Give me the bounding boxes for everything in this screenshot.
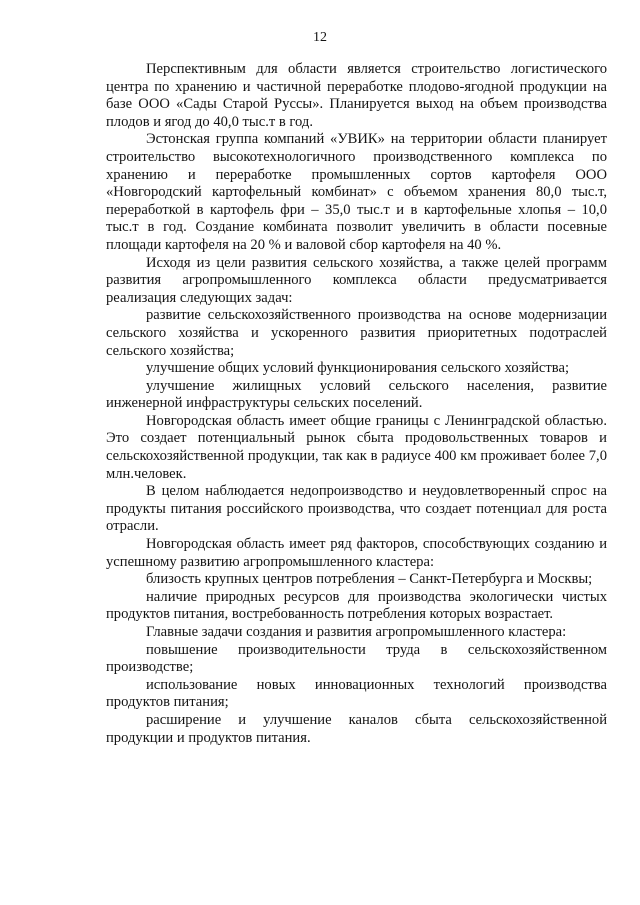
list-item-cluster-task-technologies: использование новых инновационных технологий производства продуктов питания; bbox=[106, 676, 607, 711]
page-number: 12 bbox=[313, 30, 327, 45]
paragraph-logistics-center: Перспективным для области является строительство логистического центра по хранению и частичной переработке плодово-ягодной продукции на базе ООО «Сады Старой Руссы». Планируется выход на объем производства плодов и ягод до 40,0 тыс.т в год. bbox=[106, 61, 607, 130]
list-item-factor-consumption-centers: близость крупных центров потребления – Санкт-Петербурга и Москвы; bbox=[146, 571, 593, 588]
paragraph-uvik-potato-complex: Эстонская группа компаний «УВИК» на территории области планирует строительство высокотехнологичного производственного комплекса по хранению и переработке промышленных сортов картофеля ООО «Новгородский картофельный комбинат» с объемом хранения 80,0 тыс.т, переработкой в картофель фри – 35,0 тыс.т и в картофельные хлопья – 10,0 тыс.т в год. Создание комбината позволит увеличить в области посевные площади картофеля на 20 % и валовой сбор картофеля на 40 %. bbox=[106, 131, 607, 253]
paragraph-cluster-factors: Новгородская область имеет ряд факторов, способствующих созданию и успешному развитию агропромышленного кластера: bbox=[106, 536, 607, 570]
list-item-factor-natural-resources: наличие природных ресурсов для производства экологически чистых продуктов питания, востребованность потребления которых возрастает. bbox=[106, 588, 607, 623]
list-item-cluster-task-sales-channels: расширение и улучшение каналов сбыта сельскохозяйственной продукции и продуктов питания. bbox=[106, 711, 607, 746]
paragraph-cluster-tasks: Главные задачи создания и развития агропромышленного кластера: bbox=[146, 624, 567, 640]
list-item-task-conditions: улучшение общих условий функционирования сельского хозяйства; bbox=[146, 360, 570, 377]
list-item-task-housing: улучшение жилищных условий сельского населения, развитие инженерной инфраструктуры сельских поселений. bbox=[106, 377, 607, 412]
paragraph-underproduction: В целом наблюдается недопроизводство и неудовлетворенный спрос на продукты питания российского производства, что создает потенциал для роста отрасли. bbox=[106, 483, 607, 535]
list-item-cluster-task-productivity: повышение производительности труда в сельскохозяйственном производстве; bbox=[106, 641, 607, 676]
paragraph-program-goals: Исходя из цели развития сельского хозяйства, а также целей программ развития агропромышленного комплекса области предусматривается реализация следующих задач: bbox=[106, 254, 607, 306]
paragraph-leningrad-border: Новгородская область имеет общие границы с Ленинградской областью. Это создает потенциальный рынок сбыта продовольственных товаров и сельскохозяйственной продукции, так как в радиусе 400 км проживает более 7,0 млн.человек. bbox=[106, 412, 607, 482]
list-item-task-modernization: развитие сельскохозяйственного производства на основе модернизации сельского хозяйства и ускоренного развития приоритетных подотраслей сельского хозяйства; bbox=[106, 307, 607, 359]
document-body bbox=[106, 61, 607, 747]
